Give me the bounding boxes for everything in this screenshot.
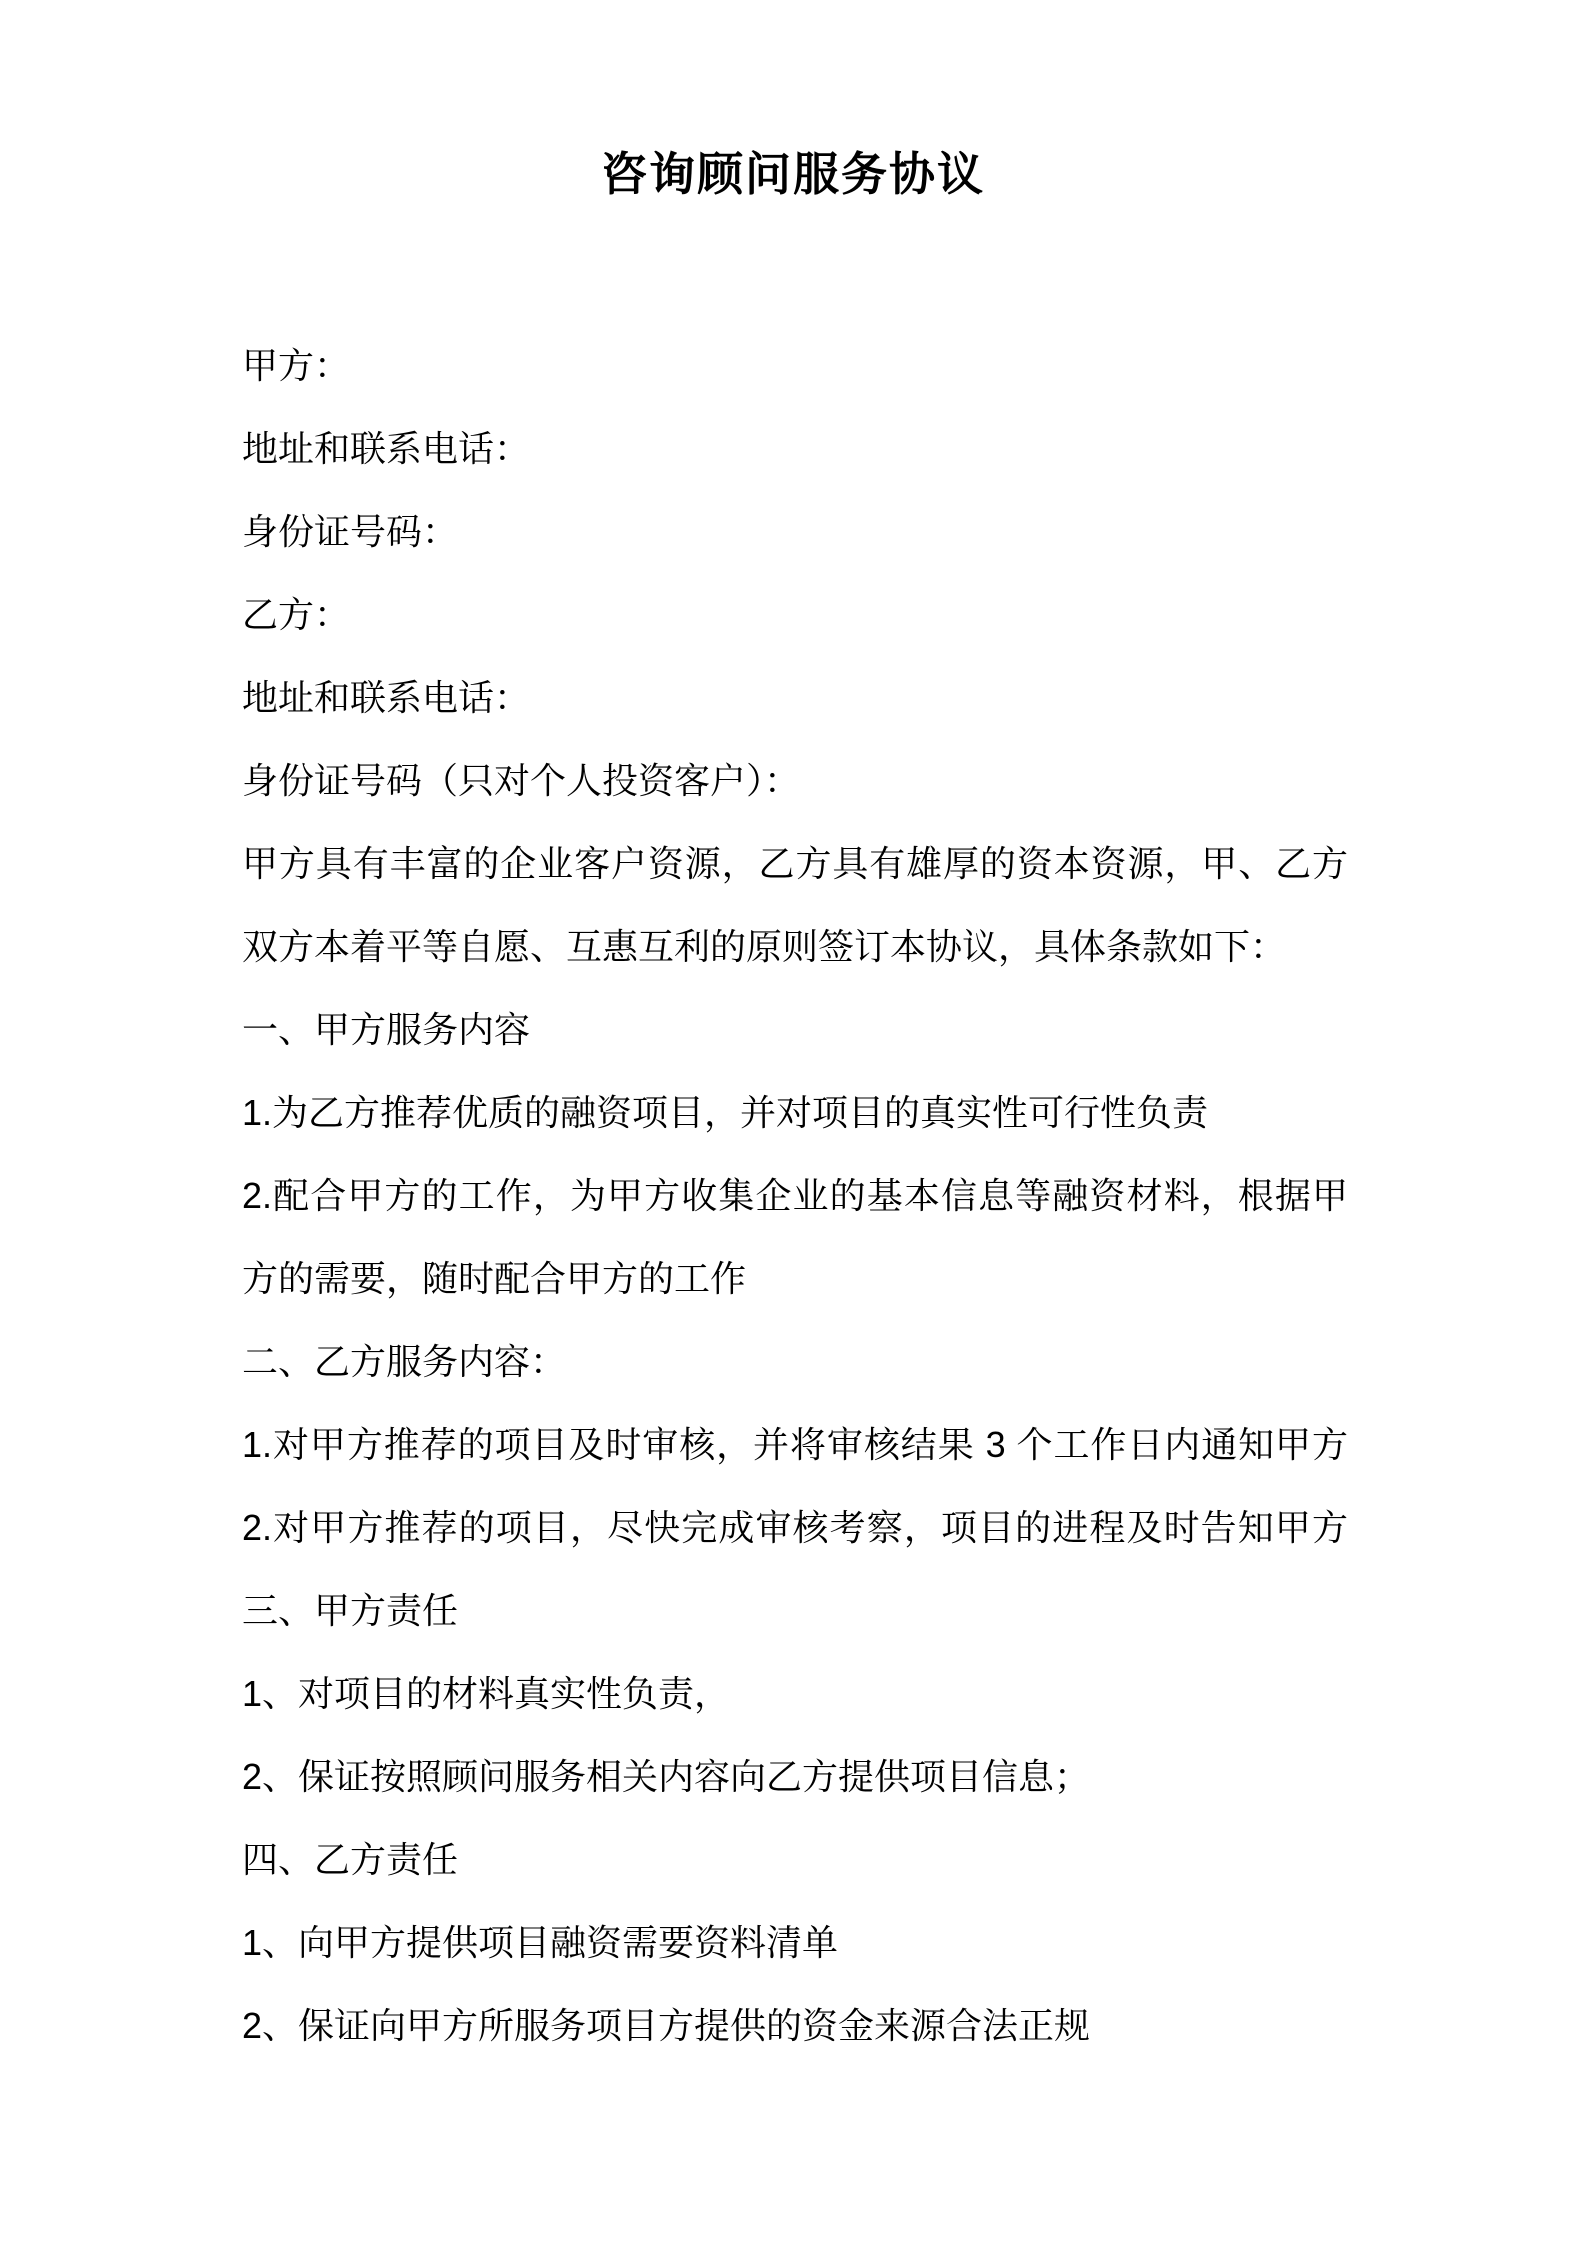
document-line: 2、保证按照顾问服务相关内容向乙方提供项目信息； [242, 1756, 1091, 1797]
document-line: 1、向甲方提供项目融资需要资料清单 [242, 1922, 839, 1963]
document-line: 地址和联系电话： [242, 428, 531, 469]
document-line: 2、保证向甲方所服务项目方提供的资金来源合法正规 [242, 2005, 1091, 2046]
document-line: 乙方： [242, 594, 351, 635]
document-line: 2.对甲方推荐的项目，尽快完成审核考察，项目的进程及时告知甲方 [242, 1507, 1348, 1548]
document-line: 地址和联系电话： [242, 677, 531, 718]
document-line: 1、对项目的材料真实性负责， [242, 1673, 731, 1714]
document-line: 甲方： [242, 345, 351, 386]
document-line: 1.对甲方推荐的项目及时审核，并将审核结果 3 个工作日内通知甲方 [242, 1424, 1348, 1465]
document-line: 二、乙方服务内容： [242, 1341, 567, 1382]
document-line: 身份证号码（只对个人投资客户）： [242, 760, 801, 801]
document-line: 2.配合甲方的工作，为甲方收集企业的基本信息等融资材料，根据甲 [242, 1175, 1348, 1216]
document-line: 1.为乙方推荐优质的融资项目，并对项目的真实性可行性负责 [242, 1092, 1209, 1133]
document-line: 方的需要，随时配合甲方的工作 [242, 1258, 747, 1299]
document-line: 甲方具有丰富的企业客户资源，乙方具有雄厚的资本资源，甲、乙方 [242, 843, 1348, 884]
document-line: 一、甲方服务内容 [242, 1009, 531, 1050]
document-line: 身份证号码： [242, 511, 459, 552]
document-title: 咨询顾问服务协议 [601, 148, 985, 200]
document-line: 四、乙方责任 [242, 1839, 459, 1880]
document-line: 双方本着平等自愿、互惠互利的原则签订本协议，具体条款如下： [242, 926, 1287, 967]
document-body [242, 324, 1348, 2067]
document-line: 三、甲方责任 [242, 1590, 459, 1631]
